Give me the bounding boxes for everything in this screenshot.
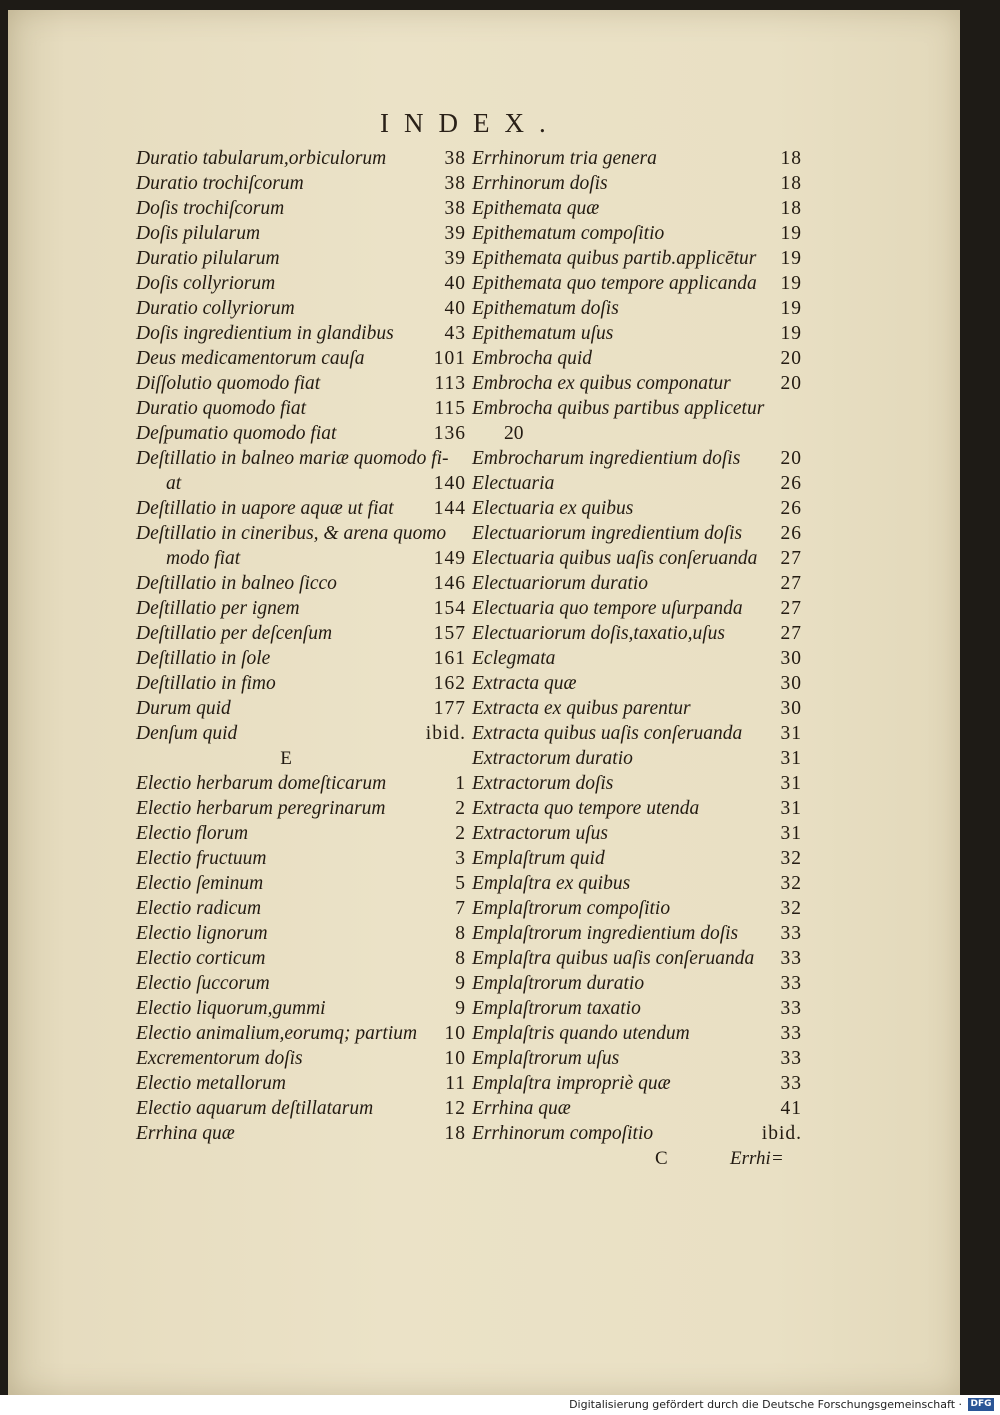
index-page-number: 31 <box>780 773 802 794</box>
index-term: Electio aquarum deſtillatarum <box>136 1098 374 1119</box>
index-page-number: 140 <box>433 473 466 494</box>
index-page-number: 20 <box>780 373 802 394</box>
index-term: Emplaſtrorum uſus <box>472 1048 620 1069</box>
index-term: Electio corticum <box>136 948 266 969</box>
index-term: Emplaſtrorum ingredientium doſis <box>472 923 739 944</box>
index-term: Electio herbarum domeſticarum <box>136 773 387 794</box>
index-term: Duratio quomodo fiat <box>136 398 307 419</box>
index-page-number: 31 <box>780 748 802 769</box>
index-term: Deſtillatio in cineribus, & arena quomo <box>136 523 447 544</box>
index-page-number: 27 <box>780 548 802 569</box>
index-term: Embrocha ex quibus componatur <box>472 373 731 394</box>
index-term: Deſtillatio in uapore aquæ ut fiat <box>136 498 394 519</box>
index-term: Electuaria quo tempore uſurpanda <box>472 598 743 619</box>
index-entry <box>472 821 802 846</box>
index-page-number: 38 <box>444 148 466 169</box>
index-term-continuation: at <box>166 473 182 494</box>
index-entry <box>472 396 802 446</box>
index-page-number: 18 <box>780 173 802 194</box>
index-page-number: 33 <box>780 1023 802 1044</box>
index-page-number: 1 <box>455 773 466 794</box>
index-entry <box>472 921 802 946</box>
catchword: Errhi= <box>730 1148 784 1169</box>
index-entry <box>136 146 466 171</box>
index-page-number: 40 <box>444 273 466 294</box>
index-entry <box>472 321 802 346</box>
index-entry <box>472 271 802 296</box>
index-entry <box>472 196 802 221</box>
index-page-number: 26 <box>780 473 802 494</box>
index-entry <box>472 796 802 821</box>
index-page-number: 115 <box>434 398 466 419</box>
index-entry <box>136 796 466 821</box>
index-term: Extractorum uſus <box>472 823 608 844</box>
index-page-number: 9 <box>455 998 466 1019</box>
index-entry <box>136 246 466 271</box>
index-entry <box>136 1121 466 1146</box>
index-page-number: 161 <box>433 648 466 669</box>
index-page-number: 7 <box>455 898 466 919</box>
index-term: Excrementorum doſis <box>136 1048 303 1069</box>
dfg-logo: DFG <box>968 1398 994 1411</box>
index-entry <box>472 521 802 546</box>
index-term: Errhina quæ <box>472 1098 571 1119</box>
index-term: Electio lignorum <box>136 923 268 944</box>
index-term: Embrocha quibus partibus applicetur <box>472 398 765 419</box>
index-term: Errhinorum tria genera <box>472 148 657 169</box>
index-page-number: 149 <box>433 548 466 569</box>
index-entry <box>472 146 802 171</box>
index-term: Electuaria <box>472 473 555 494</box>
index-term: Extractorum doſis <box>472 773 614 794</box>
index-term: Electio fructuum <box>136 848 267 869</box>
index-page-number: 144 <box>433 498 466 519</box>
index-page-number: 146 <box>433 573 466 594</box>
index-entry <box>136 196 466 221</box>
index-page-number: 18 <box>444 1123 466 1144</box>
index-page-number: 40 <box>444 298 466 319</box>
index-page-number: 43 <box>444 323 466 344</box>
index-entry <box>136 521 466 571</box>
index-term: Emplaſtrorum duratio <box>472 973 645 994</box>
index-page-number: 19 <box>780 298 802 319</box>
index-term: Extracta quæ <box>472 673 577 694</box>
index-entry <box>136 646 466 671</box>
index-column-left <box>136 146 466 1146</box>
index-page-number: 113 <box>434 373 466 394</box>
index-term: Deſpumatio quomodo fiat <box>136 423 337 444</box>
index-page-number: 10 <box>444 1023 466 1044</box>
index-term: Electuariorum doſis,taxatio,uſus <box>472 623 725 644</box>
index-entry <box>136 421 466 446</box>
index-entry <box>472 621 802 646</box>
index-term: Duratio pilularum <box>136 248 280 269</box>
index-entry <box>136 621 466 646</box>
index-entry <box>136 871 466 896</box>
index-page-number: 26 <box>780 498 802 519</box>
index-page-number: 32 <box>780 873 802 894</box>
index-term: Duratio collyriorum <box>136 298 295 319</box>
index-term: Electio metallorum <box>136 1073 287 1094</box>
index-entry <box>472 496 802 521</box>
index-page-number: 20 <box>780 448 802 469</box>
index-term: Epithemata quibus partib.applicētur <box>472 248 757 269</box>
index-page-number: 38 <box>444 198 466 219</box>
index-page-number: 19 <box>780 273 802 294</box>
index-page-number: 177 <box>433 698 466 719</box>
index-entry <box>136 321 466 346</box>
index-term: Electio animalium,eorumq; partium <box>136 1023 418 1044</box>
index-page-number: 136 <box>433 423 466 444</box>
index-term: Diſſolutio quomodo fiat <box>136 373 321 394</box>
index-page-number: 5 <box>455 873 466 894</box>
index-page-number: 30 <box>780 648 802 669</box>
index-term-continuation: modo fiat <box>166 548 241 569</box>
index-entry <box>136 571 466 596</box>
index-page-number: 3 <box>455 848 466 869</box>
index-entry <box>472 1046 802 1071</box>
index-entry <box>472 721 802 746</box>
index-term: Extracta quo tempore utenda <box>472 798 700 819</box>
index-page-number: 19 <box>780 223 802 244</box>
index-term: Doſis ingredientium in glandibus <box>136 323 394 344</box>
index-entry <box>136 171 466 196</box>
index-page-number: 18 <box>780 198 802 219</box>
index-entry <box>472 846 802 871</box>
index-entry <box>136 1021 466 1046</box>
index-page-number: 2 <box>455 798 466 819</box>
index-entry <box>472 346 802 371</box>
index-page-number: 33 <box>780 948 802 969</box>
index-term: Deſtillatio per deſcenſum <box>136 623 333 644</box>
index-term: Epithematum uſus <box>472 323 614 344</box>
index-page-number: 2 <box>455 823 466 844</box>
index-term: Eclegmata <box>472 648 556 669</box>
index-page-number: 101 <box>433 348 466 369</box>
index-entry <box>136 1046 466 1071</box>
index-term: Extractorum duratio <box>472 748 633 769</box>
signature-mark: C <box>655 1148 668 1169</box>
index-page-number: 33 <box>780 1073 802 1094</box>
index-page-number: 30 <box>780 673 802 694</box>
index-term: Electuaria quibus uaſis conſeruanda <box>472 548 758 569</box>
index-page-number: 41 <box>780 1098 802 1119</box>
index-entry <box>472 671 802 696</box>
index-page-number: 33 <box>780 973 802 994</box>
index-term: Extracta quibus uaſis conſeruanda <box>472 723 743 744</box>
index-term: Errhinorum compoſitio <box>472 1123 654 1144</box>
index-entry <box>136 721 466 746</box>
digitization-footer <box>0 1395 1000 1415</box>
index-term: Electio ſeminum <box>136 873 264 894</box>
index-entry <box>136 596 466 621</box>
index-term: Deſtillatio in fimo <box>136 673 276 694</box>
index-page-number: 19 <box>780 323 802 344</box>
index-page-number: 38 <box>444 173 466 194</box>
index-entry <box>472 296 802 321</box>
index-entry <box>136 846 466 871</box>
index-page-number: 27 <box>780 573 802 594</box>
index-term: Epithematum doſis <box>472 298 619 319</box>
index-term: Errhinorum doſis <box>472 173 608 194</box>
index-term: Deſtillatio per ignem <box>136 598 300 619</box>
index-page-number: 19 <box>780 248 802 269</box>
index-entry <box>472 646 802 671</box>
index-term: Embrocha quid <box>472 348 593 369</box>
index-entry <box>136 921 466 946</box>
index-term: Electuariorum ingredientium doſis <box>472 523 743 544</box>
index-term: Electio liquorum,gummi <box>136 998 326 1019</box>
index-page-number: 39 <box>444 223 466 244</box>
index-entry <box>136 446 466 496</box>
index-page-number: 31 <box>780 798 802 819</box>
index-entry <box>472 1096 802 1121</box>
index-entry <box>472 246 802 271</box>
index-page-number: 9 <box>455 973 466 994</box>
index-term: Epithemata quo tempore applicanda <box>472 273 757 294</box>
index-page-number: 162 <box>433 673 466 694</box>
index-page-number: 18 <box>780 148 802 169</box>
index-entry <box>136 496 466 521</box>
index-term: Errhina quæ <box>136 1123 235 1144</box>
index-term: Electio ſuccorum <box>136 973 270 994</box>
index-entry <box>472 546 802 571</box>
index-term: Doſis pilularum <box>136 223 261 244</box>
index-term: Deſtillatio in balneo ſicco <box>136 573 337 594</box>
index-entry <box>472 896 802 921</box>
index-entry <box>472 1121 802 1146</box>
index-page-number: ibid. <box>425 723 466 744</box>
index-term: Deſtillatio in ſole <box>136 648 271 669</box>
index-term: Emplaſtra quibus uaſis conſeruanda <box>472 948 755 969</box>
index-term: Doſis trochiſcorum <box>136 198 285 219</box>
index-term: Duratio trochiſcorum <box>136 173 304 194</box>
index-term: Durum quid <box>136 698 231 719</box>
index-term: Doſis collyriorum <box>136 273 276 294</box>
page-title: INDEX. <box>380 108 561 138</box>
index-entry <box>136 221 466 246</box>
index-page-number: 12 <box>444 1098 466 1119</box>
index-term: Emplaſtrorum taxatio <box>472 998 641 1019</box>
index-term: Extracta ex quibus parentur <box>472 698 691 719</box>
index-entry <box>472 571 802 596</box>
index-entry <box>472 596 802 621</box>
index-term: Emplaſtrum quid <box>472 848 605 869</box>
index-entry <box>136 671 466 696</box>
index-entry <box>136 896 466 921</box>
index-term: Embrocharum ingredientium doſis <box>472 448 741 469</box>
index-page-number: 30 <box>780 698 802 719</box>
index-page-number: 27 <box>780 598 802 619</box>
index-entry <box>472 971 802 996</box>
index-entry <box>136 396 466 421</box>
index-entry <box>136 696 466 721</box>
index-entry <box>136 271 466 296</box>
index-entry <box>472 771 802 796</box>
index-entry <box>472 696 802 721</box>
index-page-number: 31 <box>780 823 802 844</box>
index-entry <box>472 996 802 1021</box>
index-page-number: 31 <box>780 723 802 744</box>
index-term: Electio florum <box>136 823 249 844</box>
index-term: Electuariorum duratio <box>472 573 649 594</box>
index-term: Emplaſtrorum compoſitio <box>472 898 671 919</box>
index-term: Emplaſtris quando utendum <box>472 1023 690 1044</box>
index-entry <box>136 371 466 396</box>
section-letter: E <box>280 748 292 769</box>
index-term: Deſtillatio in balneo mariæ quomodo fi- <box>136 448 449 469</box>
index-page-number: 157 <box>433 623 466 644</box>
index-term: Duratio tabularum,orbiculorum <box>136 148 387 169</box>
index-term: Electio herbarum peregrinarum <box>136 798 386 819</box>
index-page-number: 32 <box>780 898 802 919</box>
index-column-right <box>472 146 802 1146</box>
index-entry <box>136 771 466 796</box>
index-entry <box>472 746 802 771</box>
index-page-number: 154 <box>433 598 466 619</box>
index-entry <box>136 1071 466 1096</box>
index-page-number: 33 <box>780 923 802 944</box>
index-entry <box>472 371 802 396</box>
index-term: Emplaſtra impropriè quæ <box>472 1073 671 1094</box>
index-entry <box>136 946 466 971</box>
index-page-number: 10 <box>444 1048 466 1069</box>
index-term: Deus medicamentorum cauſa <box>136 348 365 369</box>
index-term: Emplaſtra ex quibus <box>472 873 631 894</box>
index-term-continuation: 20 <box>504 423 524 444</box>
index-entry <box>136 346 466 371</box>
index-entry <box>472 871 802 896</box>
index-entry <box>472 221 802 246</box>
index-page-number: 33 <box>780 1048 802 1069</box>
index-page-number: 20 <box>780 348 802 369</box>
index-page-number: 39 <box>444 248 466 269</box>
index-page-number: 8 <box>455 948 466 969</box>
index-entry <box>136 1096 466 1121</box>
index-entry <box>136 996 466 1021</box>
index-entry <box>472 1071 802 1096</box>
index-term: Denſum quid <box>136 723 238 744</box>
index-term: Epithemata quæ <box>472 198 600 219</box>
index-page-number: 32 <box>780 848 802 869</box>
index-page-number: ibid. <box>761 1123 802 1144</box>
index-term: Electuaria ex quibus <box>472 498 634 519</box>
index-page-number: 27 <box>780 623 802 644</box>
index-entry <box>136 971 466 996</box>
index-page-number: 26 <box>780 523 802 544</box>
index-entry <box>472 471 802 496</box>
index-entry <box>472 946 802 971</box>
index-page-number: 8 <box>455 923 466 944</box>
footer-credit: Digitalisierung gefördert durch die Deutsche Forschungsgemeinschaft · <box>569 1398 962 1411</box>
index-page-number: 33 <box>780 998 802 1019</box>
index-entry <box>472 171 802 196</box>
index-term: Epithematum compoſitio <box>472 223 665 244</box>
index-entry <box>472 446 802 471</box>
index-term: Electio radicum <box>136 898 262 919</box>
index-page-number: 11 <box>445 1073 466 1094</box>
index-entry <box>472 1021 802 1046</box>
index-entry <box>136 821 466 846</box>
index-entry <box>136 296 466 321</box>
